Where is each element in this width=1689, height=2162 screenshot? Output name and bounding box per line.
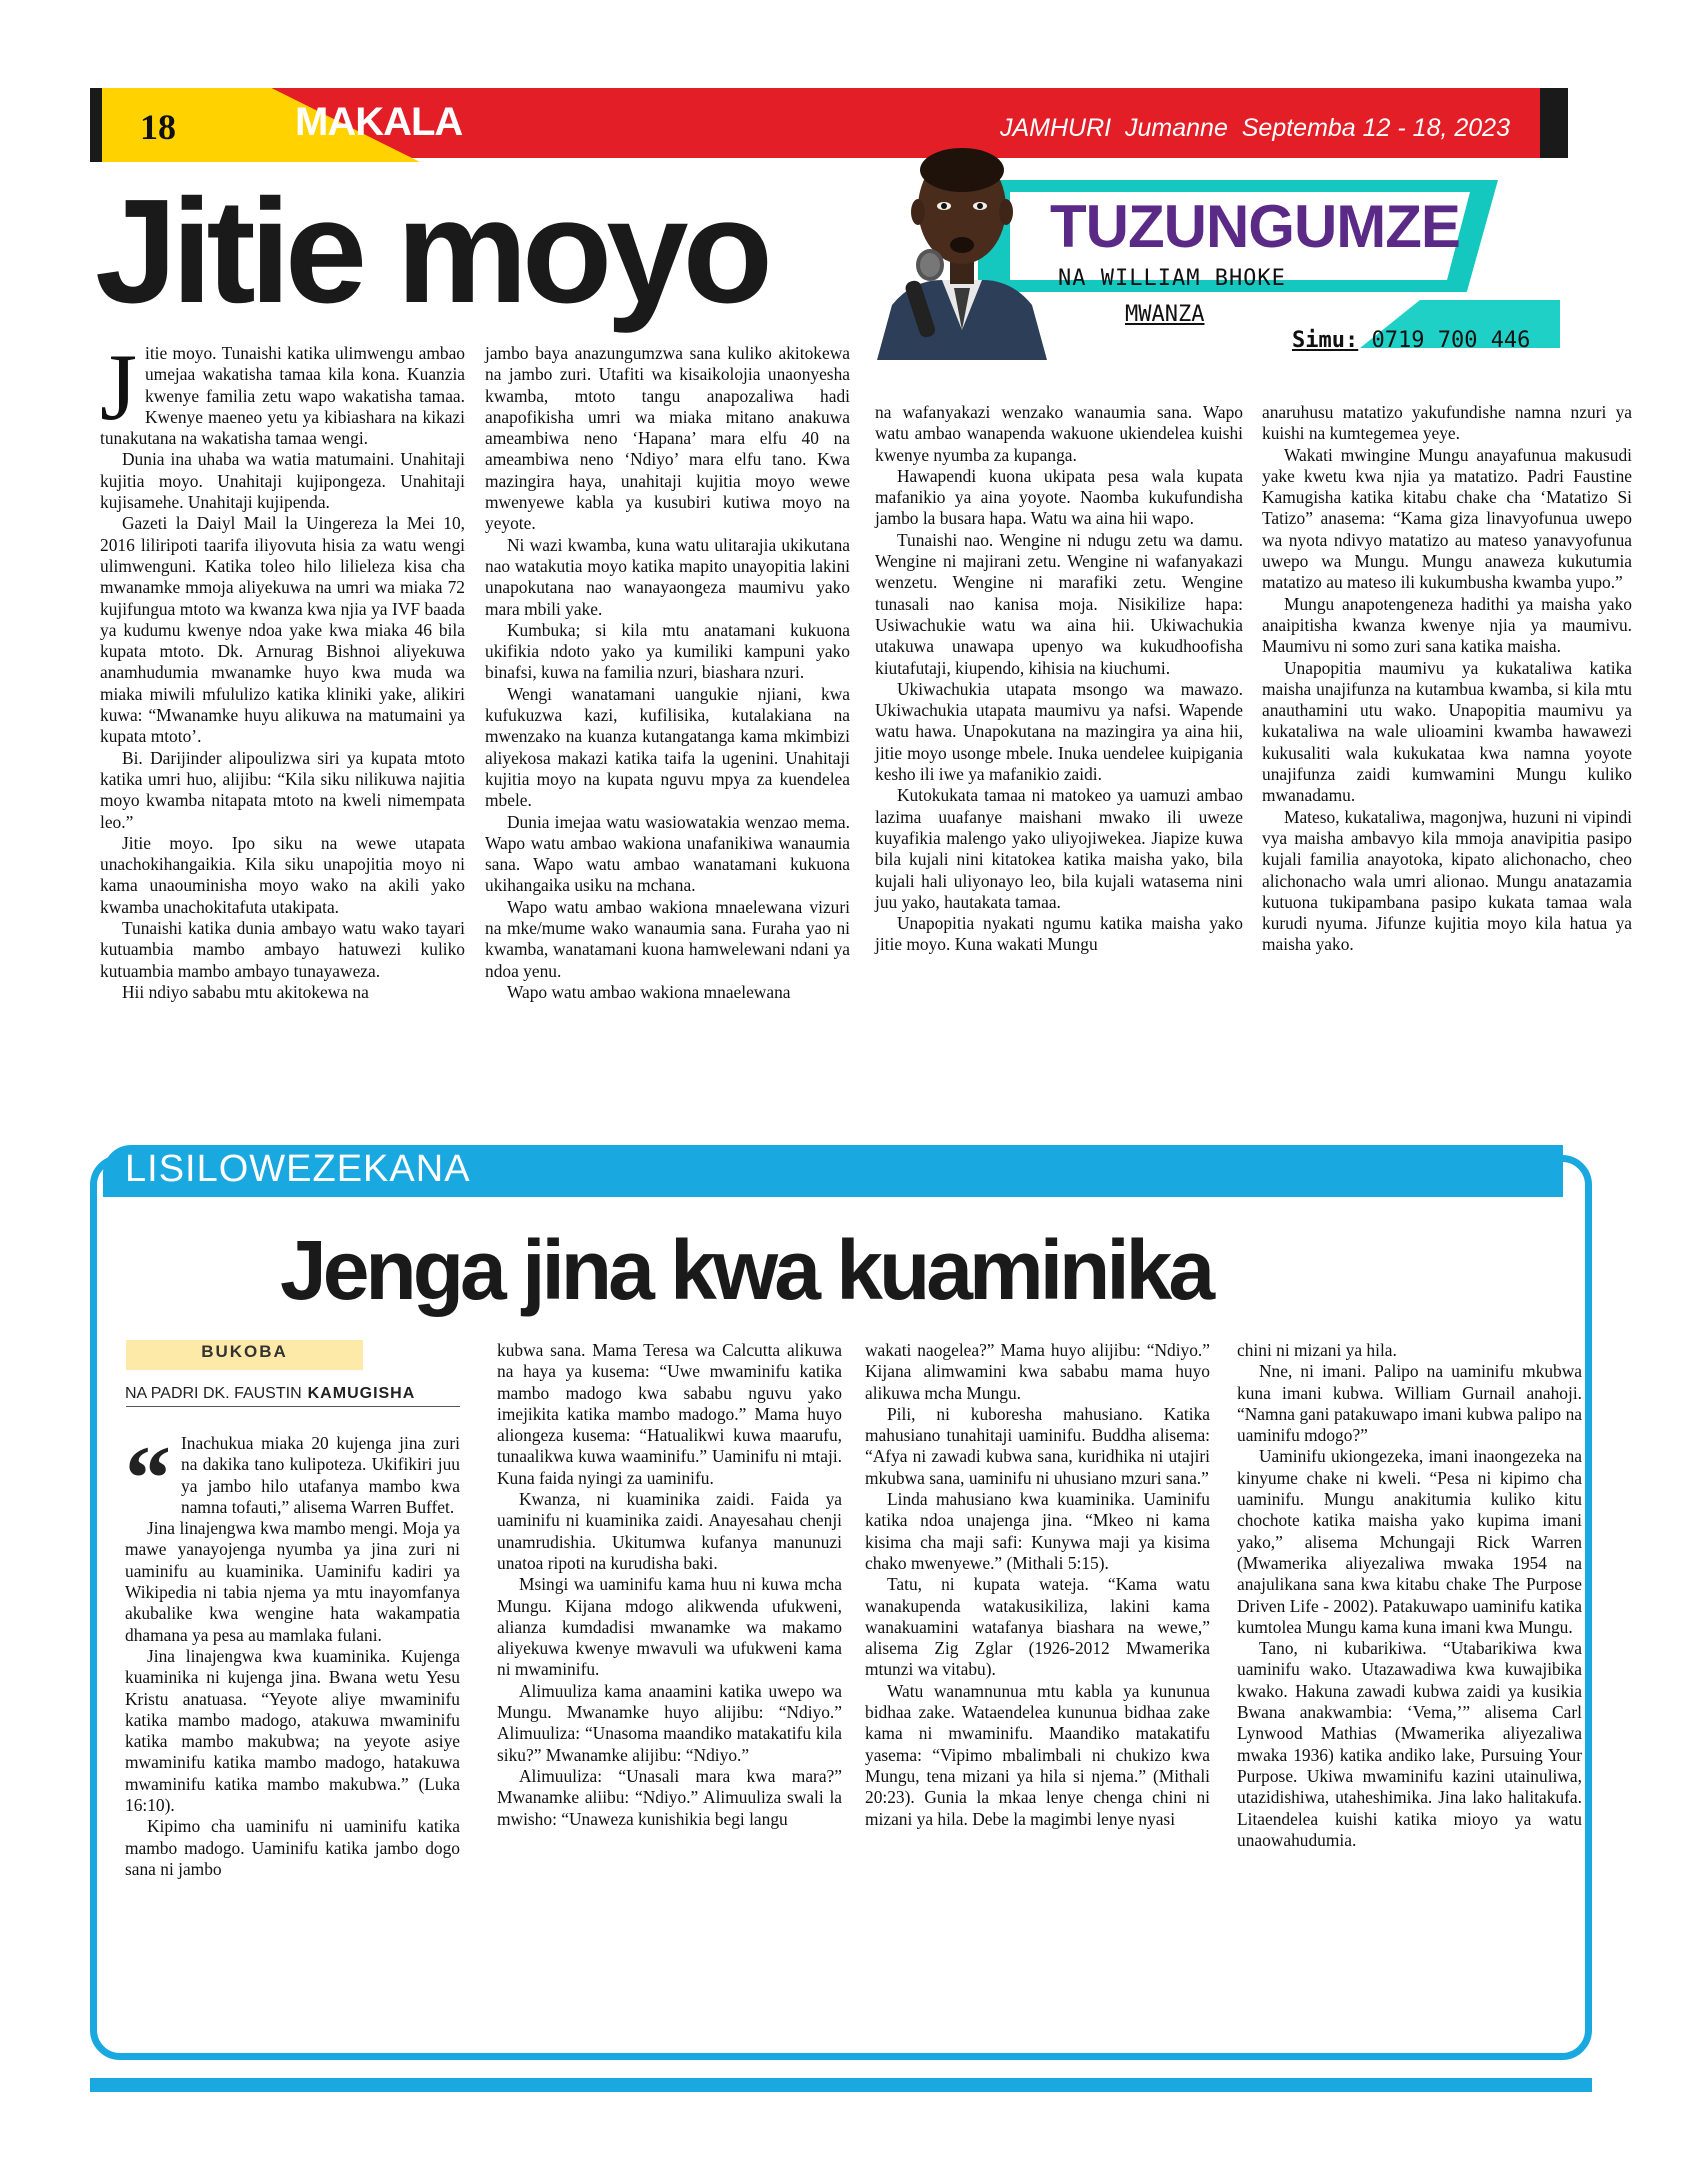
paragraph: Mungu anapotengeneza hadithi ya maisha yako anaipitisha kwanza kwenye njia ya maumivu. Maumivu ni somo zuri sana katika maisha. [1262, 593, 1632, 657]
column-name: TUZUNGUMZE [1050, 193, 1460, 260]
paragraph: wakati naogelea?” Mama huyo alijibu: “Ndiyo.” Kijana alimwamini kwa sababu mama huyo alikuwa mcha Mungu. [865, 1340, 1210, 1403]
paragraph: Wengi wanatamani uangukie njiani, kwa kufukuzwa kazi, kufilisika, kutalakiana na mwenzako na kuanza kutangatanga kama mkimbizi aliyekosa makazi katika taifa la ugenini. Unahitaji kujitia moyo na kupata nguvu mpya za kuendelea mbele. [485, 683, 850, 811]
byline-prefix: NA PADRI DK. FAUSTIN [125, 1385, 302, 1402]
author-location: MWANZA [1125, 302, 1205, 327]
paragraph: Tano, ni kubarikiwa. “Utabarikiwa kwa uaminifu wako. Utazawadiwa kwa kuwajibika kwako. Hakuna zawadi kubwa zaidi ya kusikia Bwana anakwambia: ‘Vema,’” alisema Carl Lynwood Mathias (Mwamerika aliyezaliwa mwaka 1936) katika andiko lake, Pursuing Your Purpose. Ukiwa mwaminifu kazini utainuliwa, utazidishiwa, utaheshimika. Jina lako halitakufa. Litaendelea kuishi katika mioyo ya watu unaowahudumia. [1237, 1638, 1582, 1850]
author-byline: NA WILLIAM BHOKE [1058, 266, 1286, 291]
author-photo [872, 130, 1052, 360]
paragraph: Tunaishi katika dunia ambayo watu wako tayari kutuambia mambo ambayo hatuwezi kuliko kutuambia mambo ambayo tunayaweza. [100, 918, 465, 981]
paragraph: Kipimo cha uaminifu ni uaminifu katika mambo madogo. Uaminifu katika jambo dogo sana ni jambo [125, 1816, 460, 1879]
drop-cap: J [100, 334, 137, 440]
paragraph: kubwa sana. Mama Teresa wa Calcutta alikuwa na haya ya kusema: “Uwe mwaminifu katika mambo madogo kwa sababu nguvu yako imejikita katika mambo madogo.” Mama huyo aliongeza kusema: “Hatualikwi kuwa maarufu, tunaalikwa kuwa waaminifu.” Uaminifu ni mtaji. Kuna faida nyingi za uaminifu. [497, 1340, 842, 1488]
paragraph: Wakati mwingine Mungu anayafunua makusudi yake kwetu kwa njia ya matatizo. Padri Faustine Kamugisha katika kitabu chake cha ‘Matatizo Si Tatizo” anasema: “Kama giza linavyofunua uwepo wa nyota ndivyo matatizo au mateso yanavyofunua uwepo wa Mungu. Mungu anaweza kukutumia matatizo au mateso ili kukumbusha kwamba yupo.” [1262, 444, 1632, 593]
phone-number: 0719 700 446 [1371, 328, 1531, 353]
article2-dateline: BUKOBA [201, 1342, 288, 1361]
header-edge-left [90, 88, 102, 162]
paragraph: Watu wanamnunua mtu kabla ya kununua bidhaa zake. Wataendelea kununua bidhaa zake kama ni mwaminifu. Maandiko matakatifu yasema: “Vipimo mbalimbali ni chukizo kwa Mungu, tena mizani ya hila si njema.” (Mithali 20:23). Gunia la mkaa lenye chenga chini ni mizani ya hila. Debe la magimbi lenye nyasi [865, 1680, 1210, 1829]
paragraph: Tunaishi nao. Wengine ni ndugu zetu wa damu. Wengine ni majirani zetu. Wengine ni wafanyakazi wenzetu. Wengine ni marafiki zetu. Wengine tunasali nao kanisa moja. Nisikilize hapa: Usiwachukie watu wa aina hii. Ukiwachukia utakuwa unawapa upenyo wa kukudhoofisha kiutafutaji, kiupendo, kihisia na kiuchumi. [875, 529, 1243, 678]
article1-column-4 [1262, 402, 1632, 956]
footer-rule [90, 2078, 1592, 2092]
masthead-date: JAMHURI Jumanne Septemba 12 - 18, 2023 [1000, 114, 1510, 142]
article2-column-4 [1237, 1340, 1582, 1851]
byline-surname: KAMUGISHA [307, 1385, 416, 1402]
paragraph: Unapopitia maumivu ya kukataliwa katika maisha unajifunza na kutambua kwamba, si kila mtu anauthamini utu wako. Unapopitia maumivu ya kukataliwa na wale ulioamini kwamba hawawezi kukusaliti wala kukukataa kwa namna yoyote unajifunza zaidi kumwamini Mungu kuliko mwanadamu. [1262, 657, 1632, 806]
paragraph: Kumbuka; si kila mtu anatamani kukuona ukifikia ndoto yako ya kumiliki kampuni yako binafsi, kuwa na familia nzuri, biashara nzuri. [485, 619, 850, 683]
quote-mark-icon: “ [125, 1427, 171, 1529]
paragraph: Bi. Darijinder alipoulizwa siri ya kupata mtoto katika umri huo, alijibu: “Kila siku nilikuwa najitia moyo kwamba nitapata mtoto na kweli nimempata leo.” [100, 747, 465, 832]
article-title: Jitie moyo [95, 169, 767, 334]
paragraph: Linda mahusiano kwa kuaminika. Uaminifu katika ndoa unajenga jina. “Mkeo ni kama kisima cha maji safi: Kunywa maji ya kisima chako mwenyewe.” (Mithali 5:15). [865, 1489, 1210, 1573]
paragraph: na wafanyakazi wenzako wanaumia sana. Wapo watu ambao wanapenda wakuone ukiendelea kuishi kwenye nyumba za kupanga. [875, 402, 1243, 465]
paragraph: Unapopitia nyakati ngumu katika maisha yako jitie moyo. Kuna wakati Mungu [875, 913, 1243, 955]
paragraph: Kwanza, ni kuaminika zaidi. Faida ya uaminifu ni kuaminika zaidi. Anayesahau chenji unamrudishia. Ukitumwa kufanya manunuzi unatoa ripoti na kurudisha baki. [497, 1489, 842, 1573]
paragraph: Gazeti la Daiyl Mail la Uingereza la Mei 10, 2016 liliripoti taarifa iliyovuta hisia za watu wengi ulimwenguni. Katika toleo hilo lilieleza kisa cha mwanamke mmoja aliyekuwa na umri wa miaka 72 kujifungua mtoto wa kwanza kwa njia ya IVF baada ya kudumu kwenye ndoa yake kwa miaka 46 bila kupata mtoto. Dk. Arnurag Bishnoi aliyekuwa anamhudumia mwanamke huyo kwa muda wa miaka miwili mfululizo katika kliniki yake, alikiri kuwa: “Mwanamke huyu alikuwa na matumaini ya kupata mtoto’. [100, 513, 465, 747]
article2-column-2 [497, 1340, 842, 1830]
paragraph: Msingi wa uaminifu kama huu ni kuwa mcha Mungu. Kijana mdogo alikwenda ufukweni, alianza kumdadisi mwanamke wa makamo aliyekuwa kwenye mwavuli wa ufukweni kama ni mwaminifu. [497, 1574, 842, 1680]
author-phone [1292, 328, 1530, 353]
article2-byline [125, 1385, 415, 1403]
paragraph: Wapo watu ambao wakiona mnaelewana [507, 981, 791, 1002]
header-edge-right [1540, 88, 1568, 158]
article2-section-label: LISILOWEZEKANA [125, 1148, 471, 1190]
page-number: 18 [140, 107, 176, 147]
article2-column-1 [125, 1427, 460, 1880]
paragraph: Jitie moyo. Ipo siku na wewe utapata unachokihangaikia. Kila siku unapojitia moyo ni kama unaouminisha moyo wako na akili yako kwamba unachokitafuta utakipata. [100, 832, 465, 917]
paragraph: Dunia ina uhaba wa watia matumaini. Unahitaji kujitia moyo. Unahitaji kujipongeza. Unahitaji kujisamehe. Unahitaji kujipenda. [100, 449, 465, 513]
paragraph: Ni wazi kwamba, kuna watu ulitarajia ukikutana nao watakutia moyo katika mapito unayopitia lakini unapokutana nao wanayaongeza maumivu yako mara mbili yake. [485, 534, 850, 619]
paragraph: Uaminifu ukiongezeka, imani inaongezeka na kinyume chake ni kweli. “Pesa ni kipimo cha uaminifu. Mungu anakitumia kuliko kitu chochote katika maisha yako kupima imani yako,” alisema Mchungaji Rick Warren (Mwamerika aliyezaliwa mwaka 1954 na anajulikana sana kwa kitabu chake The Purpose Driven Life - 2002). Patakuwapo uaminifu katika kumtolea Mungu kama kuna imani kwa Mungu. [1237, 1446, 1582, 1637]
paragraph: Mateso, kukataliwa, magonjwa, huzuni ni vipindi vya maisha ambavyo kila mmoja anavipitia pasipo kujali familia anayotoka, kipato alichonacho, cheo alichonacho wala umri alionao. Mungu anatazamia kutuona tukipambana pasipo kukata tamaa wala kurudi nyuma. Jifunze kujitia moyo kila hatua ya maisha yako. [1262, 806, 1632, 955]
paragraph: Alimuuliza kama anaamini katika uwepo wa Mungu. Mwanamke huyo alijibu: “Ndiyo.” Alimuuliza: “Unasoma maandiko matakatifu kila siku?” Mwanamke alijibu: “Ndiyo.” [497, 1680, 842, 1765]
paragraph: Alimuuliza: “Unasali mara kwa mara?” Mwanamke aliibu: “Ndiyo.” Alimuuliza swali la mwisho: “Unaweza kunishikia begi langu [497, 1765, 842, 1829]
paragraph: Dunia imejaa watu wasiowatakia wenzao mema. Wapo watu ambao wakiona unafanikiwa wanaumia sana. Wapo watu ambao wanatamani kukuona ukihangaika usiku na mchana. [485, 811, 850, 896]
paragraph: Nne, ni imani. Palipo na uaminifu mkubwa kuna imani kubwa. William Gurnail anahoji. “Namna gani patakuwapo imani kubwa palipo na uaminifu mdogo?” [1237, 1361, 1582, 1446]
paragraph: Pili, ni kuboresha mahusiano. Katika mahusiano tunahitaji uaminifu. Buddha alisema: “Afya ni zawadi kubwa sana, kuridhika ni utajiri mkubwa sana, uaminifu ni uhusiano mzuri sana.” [865, 1403, 1210, 1488]
paragraph: Wapo watu ambao wakiona mnaelewana vizuri na mke/mume wako wanaumia sana. Furaha yao ni kwamba, wanatamani kuona hamwelewani ndani ya ndoa yenu. [485, 896, 850, 981]
paragraph: Kutokukata tamaa ni matokeo ya uamuzi ambao lazima uuafanye maishani mwako ili uweze kuyafikia malengo yako uliyojiwekea. Jiapize kuwa bila kujali nini kitatokea katika maisha yako, bila kujali hali uliyonayo leo, bila kujali watasema nini juu yako, hautakata tamaa. [875, 785, 1243, 912]
paragraph: chini ni mizani ya hila. [1237, 1340, 1397, 1360]
paragraph: Ukiwachukia utapata msongo wa mawazo. Ukiwachukia utapata maumivu ya nafsi. Wapende watu hawa. Unapokutana na mazingira ya aina hii, jitie moyo usonge mbele. Inuka uendelee kuipigania kesho ili iwe ya mafanikio zaidi. [875, 678, 1243, 785]
paragraph: Hii ndiyo sababu mtu akitokewa na [122, 981, 369, 1002]
article1-column-3 [875, 402, 1243, 956]
article1-lead: itie moyo. Tunaishi katika ulimwengu ambao umejaa wakatisha tamaa kila kona. Kuanzia kwenye familia zetu wapo wakatisha tamaa. Kwenye maeneo yetu ya kibiashara na kikazi tunakutana na wakatisha tamaa wengi. [100, 343, 465, 449]
paragraph: Tatu, ni kupata wateja. “Kama watu wanakupenda watakusikiliza, lakini kama wanakuamini watafanya biashara na wewe,” alisema Zig Zglar (1926-2012 Mwamerika mtunzi wa vitabu). [865, 1574, 1210, 1680]
paragraph: Jina linajengwa kwa mambo mengi. Moja ya mawe yanayojenga nyumba ya jina zuri ni uaminifu au kuaminika. Uaminifu kadiri ya Wikipedia ni tabia njema ya mtu inayomfanya akubalike kwa wengine hata wakampatia dhamana ya pesa au mamlaka fulani. [125, 1518, 460, 1645]
phone-label: Simu: [1292, 328, 1359, 353]
paragraph: jambo baya anazungumzwa sana kuliko akitokewa na jambo zuri. Utafiti wa kisaikolojia unaonyesha kwamba, mtoto tangu anapozaliwa hadi anapofikisha umri wa miaka mitano anakuwa ameambiwa neno ‘Hapana’ mara elfu 40 na ameambiwa neno ‘Ndiyo’ mara elfu tano. Kwa mazingira haya, unahitaji kujitia moyo wewe mwenyewe kabla ya kusubiri kutiwa moyo na yeyote. [485, 343, 850, 534]
paragraph: anaruhusu matatizo yakufundishe namna nzuri ya kuishi na kumtegemea yeye. [1262, 402, 1632, 444]
article1-column-2 [485, 343, 850, 1003]
paragraph: Hawapendi kuona ukipata pesa wala kupata mafanikio ya aina yoyote. Naomba kukufundisha jambo la busara hapa. Watu wa aina hii wapo. [875, 465, 1243, 529]
byline-rule [126, 1406, 460, 1407]
section-name: MAKALA [295, 100, 463, 144]
paragraph: Jina linajengwa kwa kuaminika. Kujenga kuaminika ni kujenga jina. Bwana wetu Yesu Kristu anatuasa. “Yeyote aliye mwaminifu katika mambo madogo, atakuwa mwaminifu katika mambo makubwa; na yeyote asiye mwaminifu katika mambo madogo, hatakuwa mwaminifu katika mambo makubwa.” (Luka 16:10). [125, 1645, 460, 1816]
article2-lead: Inachukua miaka 20 kujenga jina zuri na dakika tano kulipoteza. Ukifikiri juu ya jambo hilo utafanya mambo kwa namna tofauti,” alisema Warren Buffet. [181, 1433, 460, 1517]
article2-column-3 [865, 1340, 1210, 1830]
article2-title: Jenga jina kwa kuaminika [280, 1223, 1212, 1317]
article1-column-1 [100, 334, 465, 1003]
